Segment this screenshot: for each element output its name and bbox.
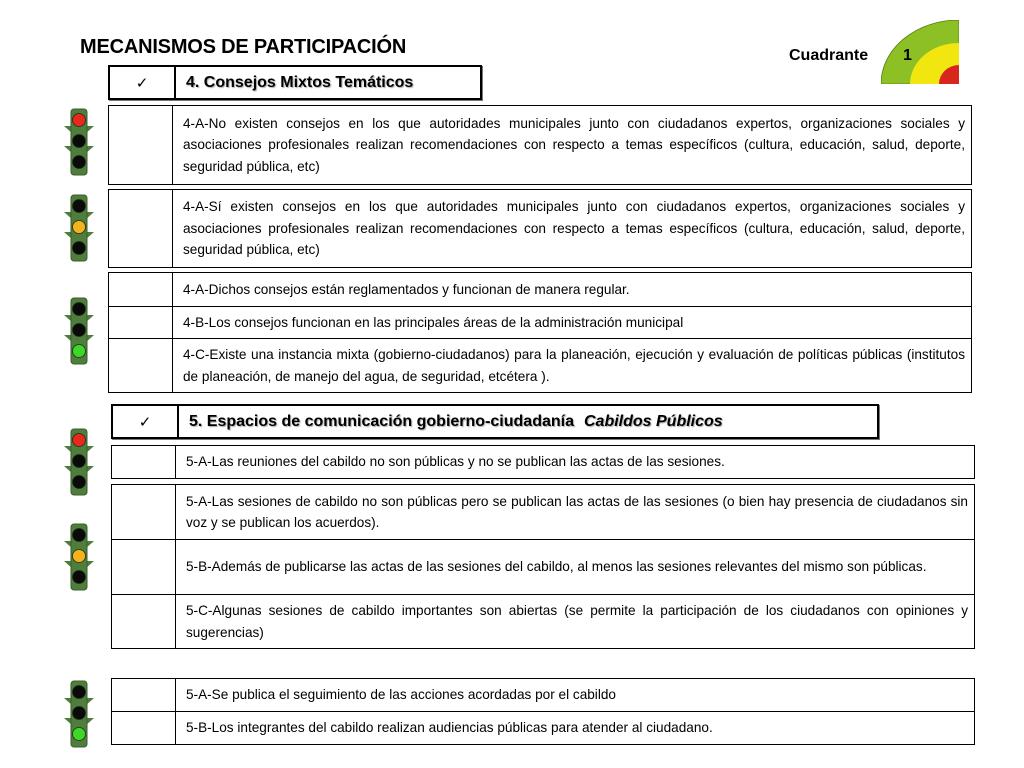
checkbox-cell[interactable] <box>109 307 173 339</box>
checkbox-cell[interactable] <box>112 679 176 712</box>
red-lamp <box>73 200 86 213</box>
criterion-text: 5-C-Algunas sesiones de cabildo importantes son abiertas (se permite la participación de los ciudadanos con opiniones y sugerencias) <box>176 595 975 649</box>
green-lamp <box>73 571 86 584</box>
green-lamp <box>73 345 86 358</box>
table-row <box>112 446 975 479</box>
yellow-lamp <box>73 455 86 468</box>
yellow-lamp <box>73 324 86 337</box>
criteria-table-4-green <box>108 272 972 393</box>
red-lamp <box>73 686 86 699</box>
yellow-lamp <box>73 707 86 720</box>
criteria-table-5-red <box>111 445 975 479</box>
table-row <box>109 106 972 185</box>
checkbox-cell[interactable] <box>109 106 173 185</box>
criteria-table-4-red <box>108 105 972 185</box>
criteria-table-4-yellow <box>108 189 972 268</box>
table-row <box>109 273 972 307</box>
checkbox-cell[interactable] <box>112 595 176 649</box>
checkbox-cell[interactable] <box>112 540 176 595</box>
table-row <box>109 307 972 339</box>
yellow-lamp <box>73 550 86 563</box>
table-row <box>109 339 972 393</box>
section-4-header <box>108 65 482 100</box>
criterion-text: 5-B-Los integrantes del cabildo realizan audiencias públicas para atender al ciudadano. <box>176 712 975 745</box>
yellow-lamp <box>73 135 86 148</box>
checkbox-cell[interactable] <box>112 712 176 745</box>
criterion-text: 4-C-Existe una instancia mixta (gobierno-ciudadanos) para la planeación, ejecución y evaluación de políticas públicas (institutos de planeación, de manejo del agua, de seguridad, etcétera ). <box>173 339 972 393</box>
section-5-title-wrap <box>179 406 877 437</box>
red-lamp <box>73 303 86 316</box>
table-row <box>109 190 972 268</box>
traffic-light-green-icon <box>62 680 96 748</box>
checkbox-cell[interactable] <box>112 485 176 540</box>
red-lamp <box>73 114 86 127</box>
green-lamp <box>73 728 86 741</box>
table-row <box>112 712 975 745</box>
criterion-text: 5-B-Además de publicarse las actas de las sesiones del cabildo, al menos las sesiones relevantes del mismo son públicas. <box>176 540 975 595</box>
criterion-text: 4-A-No existen consejos en los que autoridades municipales junto con ciudadanos expertos, organizaciones sociales y asociaciones profesionales realizan recomendaciones con respecto a temas específicos (cultura, educación, salud, deporte, seguridad pública, etc) <box>173 106 972 185</box>
criteria-table-5-yellow <box>111 484 975 649</box>
table-row <box>112 485 975 540</box>
table-row <box>112 595 975 649</box>
table-row <box>112 679 975 712</box>
green-lamp <box>73 242 86 255</box>
section-5-subtitle: Cabildos Públicos <box>583 412 723 430</box>
traffic-light-red-icon <box>62 108 96 176</box>
quadrant-icon <box>881 20 959 84</box>
quadrant-number: 1 <box>903 47 912 64</box>
section-4-title: 4. Consejos Mixtos Temáticos <box>186 73 414 91</box>
check-icon[interactable]: ✓ <box>110 67 176 98</box>
red-lamp <box>73 529 86 542</box>
criterion-text: 4-A-Sí existen consejos en los que autoridades municipales junto con ciudadanos expertos, organizaciones sociales y asociaciones profesionales realizan recomendaciones con respecto a temas específicos (cultura, educación, salud, deporte, seguridad pública, etc) <box>173 190 972 268</box>
section-5-header <box>111 404 879 439</box>
red-lamp <box>73 434 86 447</box>
traffic-light-green-icon <box>62 297 96 365</box>
criterion-text: 5-A-Las reuniones del cabildo no son públicas y no se publican las actas de las sesiones. <box>176 446 975 479</box>
criterion-text: 5-A-Las sesiones de cabildo no son públicas pero se publican las actas de las sesiones (o bien hay presencia de ciudadanos sin voz y se publican los acuerdos). <box>176 485 975 540</box>
checkbox-cell[interactable] <box>109 339 173 393</box>
traffic-light-yellow-icon <box>62 523 96 591</box>
traffic-light-yellow-icon <box>62 194 96 262</box>
traffic-light-red-icon <box>62 428 96 496</box>
criterion-text: 5-A-Se publica el seguimiento de las acciones acordadas por el cabildo <box>176 679 975 712</box>
yellow-lamp <box>73 221 86 234</box>
checkbox-cell[interactable] <box>112 446 176 479</box>
checkbox-cell[interactable] <box>109 190 173 268</box>
page-title: MECANISMOS DE PARTICIPACIÓN <box>80 36 407 58</box>
section-5-title: 5. Espacios de comunicación gobierno-ciudadanía <box>189 412 574 430</box>
checkbox-cell[interactable] <box>109 273 173 307</box>
criteria-table-5-green <box>111 678 975 745</box>
green-lamp <box>73 156 86 169</box>
check-icon[interactable]: ✓ <box>113 406 179 437</box>
quadrant-label: Cuadrante <box>789 47 869 64</box>
green-lamp <box>73 476 86 489</box>
criterion-text: 4-A-Dichos consejos están reglamentados y funcionan de manera regular. <box>173 273 972 307</box>
table-row <box>112 540 975 595</box>
criterion-text: 4-B-Los consejos funcionan en las principales áreas de la administración municipal <box>173 307 972 339</box>
